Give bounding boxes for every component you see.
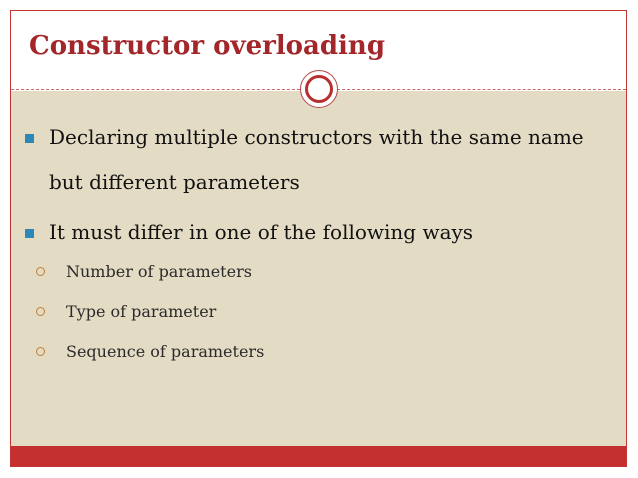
footer-bar [11,446,626,467]
slide-title: Constructor overloading [29,31,386,61]
slide-body [11,91,626,446]
sub-bullet-text: Type of parameter [66,302,217,321]
bullet-item [25,217,609,255]
slide [10,10,627,467]
circle-bullet-icon [36,307,45,316]
bullet-text: It must differ in one of the following ways [49,220,474,244]
sub-bullet-item [36,302,216,321]
circle-bullet-icon [36,347,45,356]
sub-bullet-text: Number of parameters [66,262,252,281]
bullet-text: Declaring multiple constructors with the same name but different parameters [49,125,584,194]
sub-bullet-item [36,342,264,361]
circle-bullet-icon [36,267,45,276]
sub-bullet-text: Sequence of parameters [66,342,265,361]
square-bullet-icon [25,229,34,238]
sub-bullet-item [36,262,252,281]
ornament-inner-ring [305,75,333,103]
circle-ornament-icon [300,70,338,108]
square-bullet-icon [25,134,34,143]
bullet-item [25,122,609,205]
